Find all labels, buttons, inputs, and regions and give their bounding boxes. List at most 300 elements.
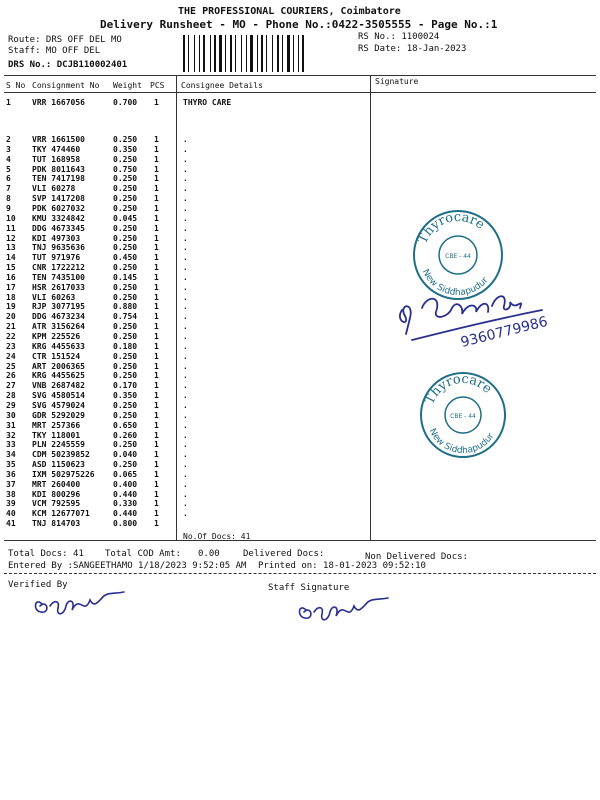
barcode-bar bbox=[230, 35, 232, 72]
row-weight: 0.350 bbox=[113, 144, 138, 154]
row-pcs: 1 bbox=[154, 460, 159, 470]
row-pcs: 1 bbox=[154, 420, 159, 430]
row-consignee: . bbox=[183, 282, 188, 292]
barcode-bar bbox=[235, 35, 236, 72]
row-consignment: TNJ 9635636 bbox=[32, 243, 85, 253]
row-pcs: 1 bbox=[154, 479, 159, 489]
row-sno: 35 bbox=[6, 460, 16, 470]
row-consignment: CNR 1722212 bbox=[32, 263, 85, 273]
row-consignee: . bbox=[183, 410, 188, 420]
row-weight: 0.250 bbox=[113, 154, 138, 164]
table-row bbox=[0, 224, 600, 233]
row-sno: 20 bbox=[6, 312, 16, 322]
barcode-bar bbox=[277, 35, 279, 72]
table-row bbox=[0, 450, 600, 459]
row-sno: 1 bbox=[6, 98, 11, 107]
row-consignment: CTR 151524 bbox=[32, 351, 81, 361]
row-pcs: 1 bbox=[154, 440, 159, 450]
row-pcs: 1 bbox=[154, 519, 159, 529]
barcode-bar bbox=[199, 35, 200, 72]
rs-date: RS Date: 18-Jan-2023 bbox=[358, 44, 467, 54]
row-consignee: . bbox=[183, 450, 188, 460]
row-weight: 0.145 bbox=[113, 272, 138, 282]
row-sno: 36 bbox=[6, 469, 16, 479]
row-weight: 0.250 bbox=[113, 203, 138, 213]
table-row bbox=[0, 431, 600, 440]
table-row bbox=[0, 253, 600, 262]
row-sno: 7 bbox=[6, 184, 11, 194]
row-sno: 8 bbox=[6, 194, 11, 204]
barcode-bar bbox=[183, 35, 185, 72]
row-consignment: TNJ 814703 bbox=[32, 519, 81, 529]
stamp-location: New Siddhapudur bbox=[419, 267, 491, 299]
row-consignee: . bbox=[183, 243, 188, 253]
barcode-bar bbox=[272, 35, 273, 72]
row-sno: 29 bbox=[6, 400, 16, 410]
table-row bbox=[0, 391, 600, 400]
table-row bbox=[0, 263, 600, 272]
barcode-bar bbox=[266, 35, 267, 72]
row-pcs: 1 bbox=[154, 312, 159, 322]
drs-number: DRS No.: DCJB110002401 bbox=[8, 60, 128, 70]
table-row bbox=[0, 98, 600, 107]
table-row bbox=[0, 421, 600, 430]
row-consignment: HSR 2617033 bbox=[32, 282, 85, 292]
row-consignment: TKY 474460 bbox=[32, 144, 81, 154]
row-weight: 0.250 bbox=[113, 400, 138, 410]
row-weight: 0.250 bbox=[113, 332, 138, 341]
row-consignee: . bbox=[183, 391, 188, 401]
row-consignment: KRG 4455625 bbox=[32, 371, 85, 381]
verifier-signature bbox=[28, 586, 138, 626]
row-consignee: . bbox=[183, 164, 188, 174]
row-consignment: VCM 792595 bbox=[32, 499, 81, 509]
row-weight: 0.250 bbox=[113, 282, 138, 292]
row-pcs: 1 bbox=[154, 174, 159, 184]
table-header-rule bbox=[4, 92, 596, 93]
header-consignee-details: Consignee Details bbox=[181, 81, 263, 90]
row-consignee: . bbox=[183, 263, 188, 273]
table-bottom-rule bbox=[4, 540, 596, 541]
table-row bbox=[0, 371, 600, 380]
row-pcs: 1 bbox=[154, 194, 159, 204]
row-consignment: RJP 3077195 bbox=[32, 302, 85, 312]
row-pcs: 1 bbox=[154, 263, 159, 273]
row-weight: 0.250 bbox=[113, 322, 138, 332]
row-weight: 0.065 bbox=[113, 469, 138, 479]
row-consignment: GDR 5292029 bbox=[32, 410, 85, 420]
row-consignment: TEN 7417198 bbox=[32, 174, 85, 184]
barcode-bar bbox=[287, 35, 290, 72]
row-pcs: 1 bbox=[154, 400, 159, 410]
row-pcs: 1 bbox=[154, 282, 159, 292]
row-consignment: SVP 1417208 bbox=[32, 194, 85, 204]
total-docs: Total Docs: 41 bbox=[8, 549, 84, 559]
header-signature: Signature bbox=[375, 77, 419, 86]
table-row bbox=[0, 273, 600, 282]
no-of-docs: No.Of Docs: 41 bbox=[183, 532, 251, 541]
row-weight: 0.700 bbox=[113, 98, 138, 107]
row-sno: 5 bbox=[6, 164, 11, 174]
row-consignee: . bbox=[183, 469, 188, 479]
row-consignee: . bbox=[183, 479, 188, 489]
row-sno: 18 bbox=[6, 292, 16, 302]
row-weight: 0.250 bbox=[113, 233, 138, 243]
row-weight: 0.250 bbox=[113, 371, 138, 381]
row-pcs: 1 bbox=[154, 164, 159, 174]
row-consignee: . bbox=[183, 430, 188, 440]
row-sno: 28 bbox=[6, 391, 16, 401]
header-consignment-no: Consignment No bbox=[32, 81, 100, 90]
row-pcs: 1 bbox=[154, 213, 159, 223]
row-sno: 22 bbox=[6, 332, 16, 341]
row-consignee: . bbox=[183, 351, 188, 361]
row-weight: 0.180 bbox=[113, 341, 138, 351]
row-consignee: . bbox=[183, 184, 188, 194]
thyrocare-stamp-lower bbox=[418, 370, 508, 460]
row-pcs: 1 bbox=[154, 430, 159, 440]
table-row bbox=[0, 165, 600, 174]
row-consignment: KDI 800296 bbox=[32, 489, 81, 499]
row-weight: 0.260 bbox=[113, 430, 138, 440]
row-consignment: KRG 4455633 bbox=[32, 341, 85, 351]
row-weight: 0.754 bbox=[113, 312, 138, 322]
row-sno: 26 bbox=[6, 371, 16, 381]
row-weight: 0.250 bbox=[113, 292, 138, 302]
row-sno: 38 bbox=[6, 489, 16, 499]
row-consignee: . bbox=[183, 253, 188, 263]
row-weight: 0.040 bbox=[113, 450, 138, 460]
barcode-bar bbox=[302, 35, 304, 72]
row-weight: 0.250 bbox=[113, 410, 138, 420]
row-sno: 19 bbox=[6, 302, 16, 312]
barcode-bar bbox=[298, 35, 299, 72]
row-sno: 17 bbox=[6, 282, 16, 292]
table-row bbox=[0, 381, 600, 390]
row-consignee: . bbox=[183, 272, 188, 282]
row-pcs: 1 bbox=[154, 381, 159, 391]
row-consignment: PDK 6027032 bbox=[32, 203, 85, 213]
row-pcs: 1 bbox=[154, 499, 159, 509]
svg-text:Thyrocare bbox=[415, 210, 487, 246]
barcode-bar bbox=[225, 35, 226, 72]
row-consignment: TKY 118001 bbox=[32, 430, 81, 440]
row-consignee: . bbox=[183, 312, 188, 322]
row-pcs: 1 bbox=[154, 361, 159, 371]
row-consignee: . bbox=[183, 489, 188, 499]
row-weight: 0.350 bbox=[113, 391, 138, 401]
row-pcs: 1 bbox=[154, 272, 159, 282]
delivered-docs: Delivered Docs: bbox=[243, 549, 325, 559]
row-weight: 0.250 bbox=[113, 243, 138, 253]
row-sno: 32 bbox=[6, 430, 16, 440]
row-consignment: PLN 2245559 bbox=[32, 440, 85, 450]
table-row bbox=[0, 234, 600, 243]
barcode-bar bbox=[210, 35, 211, 72]
printed-on: Printed on: 18-01-2023 09:52:10 bbox=[258, 561, 426, 571]
barcode-bar bbox=[257, 35, 258, 72]
row-sno: 27 bbox=[6, 381, 16, 391]
row-weight: 0.250 bbox=[113, 460, 138, 470]
row-consignment: KCM 12677071 bbox=[32, 509, 90, 519]
row-pcs: 1 bbox=[154, 243, 159, 253]
row-consignee: . bbox=[183, 460, 188, 470]
row-pcs: 1 bbox=[154, 233, 159, 243]
row-sno: 3 bbox=[6, 144, 11, 154]
row-consignment: VRR 1661500 bbox=[32, 135, 85, 144]
runsheet-title: Delivery Runsheet - MO - Phone No.:0422-3505555 - Page No.:1 bbox=[100, 18, 498, 31]
row-consignment: ATR 3156264 bbox=[32, 322, 85, 332]
row-consignment: TUT 168958 bbox=[32, 154, 81, 164]
row-consignee: . bbox=[183, 203, 188, 213]
row-consignee: . bbox=[183, 440, 188, 450]
row-pcs: 1 bbox=[154, 450, 159, 460]
table-row bbox=[0, 460, 600, 469]
stamp-brand: Thyrocare bbox=[415, 209, 488, 247]
row-pcs: 1 bbox=[154, 292, 159, 302]
row-weight: 0.045 bbox=[113, 213, 138, 223]
header-sno: S No bbox=[6, 81, 26, 90]
table-row bbox=[0, 145, 600, 154]
stamp-location: New Siddhapudur bbox=[426, 427, 497, 457]
row-weight: 0.250 bbox=[113, 194, 138, 204]
table-row bbox=[0, 155, 600, 164]
company-name: THE PROFESSIONAL COURIERS, Coimbatore bbox=[178, 6, 401, 17]
row-consignment: SVG 4579024 bbox=[32, 400, 85, 410]
row-pcs: 1 bbox=[154, 223, 159, 233]
row-weight: 0.250 bbox=[113, 135, 138, 144]
row-sno: 40 bbox=[6, 509, 16, 519]
row-consignee: . bbox=[183, 194, 188, 204]
row-consignee: . bbox=[183, 371, 188, 381]
table-row bbox=[0, 204, 600, 213]
row-consignee: . bbox=[183, 292, 188, 302]
row-consignment: VRR 1667056 bbox=[32, 98, 85, 107]
row-consignee: . bbox=[183, 322, 188, 332]
row-pcs: 1 bbox=[154, 154, 159, 164]
row-weight: 0.170 bbox=[113, 381, 138, 391]
row-weight: 0.250 bbox=[113, 361, 138, 371]
table-row bbox=[0, 174, 600, 183]
row-pcs: 1 bbox=[154, 144, 159, 154]
row-consignment: KPM 225526 bbox=[32, 332, 81, 341]
row-consignee: . bbox=[183, 154, 188, 164]
row-sno: 37 bbox=[6, 479, 16, 489]
non-delivered-docs: Non Delivered Docs: bbox=[365, 552, 468, 562]
staff-signature-label: Staff Signature bbox=[268, 583, 350, 593]
barcode-bar bbox=[219, 35, 222, 72]
row-weight: 0.250 bbox=[113, 351, 138, 361]
table-row bbox=[0, 470, 600, 479]
table-top-rule bbox=[4, 75, 596, 76]
table-row bbox=[0, 194, 600, 203]
row-weight: 0.250 bbox=[113, 263, 138, 273]
row-pcs: 1 bbox=[154, 371, 159, 381]
row-consignment: KDI 497303 bbox=[32, 233, 81, 243]
row-pcs: 1 bbox=[154, 184, 159, 194]
header-pcs: PCS bbox=[150, 81, 165, 90]
footer-dashed-rule bbox=[4, 573, 596, 574]
row-weight: 0.800 bbox=[113, 519, 138, 529]
row-weight: 0.440 bbox=[113, 489, 138, 499]
row-sno: 23 bbox=[6, 341, 16, 351]
row-sno: 25 bbox=[6, 361, 16, 371]
row-sno: 24 bbox=[6, 351, 16, 361]
row-consignee: . bbox=[183, 233, 188, 243]
verified-by-label: Verified By bbox=[8, 580, 68, 590]
row-weight: 0.250 bbox=[113, 440, 138, 450]
row-weight: 0.650 bbox=[113, 420, 138, 430]
row-sno: 39 bbox=[6, 499, 16, 509]
table-row bbox=[0, 509, 600, 518]
row-consignment: SVG 4580514 bbox=[32, 391, 85, 401]
row-consignee: . bbox=[183, 499, 188, 509]
row-consignment: DDG 4673345 bbox=[32, 223, 85, 233]
staff-signature bbox=[292, 592, 402, 632]
table-row bbox=[0, 401, 600, 410]
barcode-bar bbox=[246, 35, 247, 72]
row-consignment: PDK 8011643 bbox=[32, 164, 85, 174]
total-cod-label: Total COD Amt: bbox=[105, 549, 181, 559]
row-consignment: MRT 260400 bbox=[32, 479, 81, 489]
table-row bbox=[0, 480, 600, 489]
table-row bbox=[0, 362, 600, 371]
row-weight: 0.330 bbox=[113, 499, 138, 509]
staff-label: Staff: MO OFF DEL bbox=[8, 46, 101, 56]
stamp-branch-code: CBE - 44 bbox=[450, 413, 476, 420]
svg-text:Thyrocare bbox=[422, 372, 494, 407]
row-weight: 0.250 bbox=[113, 184, 138, 194]
row-consignee: . bbox=[183, 420, 188, 430]
row-pcs: 1 bbox=[154, 351, 159, 361]
table-row bbox=[0, 243, 600, 252]
table-row bbox=[0, 490, 600, 499]
row-pcs: 1 bbox=[154, 332, 159, 341]
row-sno: 16 bbox=[6, 272, 16, 282]
barcode bbox=[183, 35, 350, 72]
row-sno: 4 bbox=[6, 154, 11, 164]
row-sno: 13 bbox=[6, 243, 16, 253]
table-row bbox=[0, 135, 600, 144]
row-weight: 0.750 bbox=[113, 164, 138, 174]
barcode-bar bbox=[293, 35, 294, 72]
row-pcs: 1 bbox=[154, 391, 159, 401]
row-weight: 0.450 bbox=[113, 253, 138, 263]
row-consignment: IXM 502975226 bbox=[32, 469, 95, 479]
row-consignee: . bbox=[183, 361, 188, 371]
row-consignment: CDM 50239852 bbox=[32, 450, 90, 460]
row-pcs: 1 bbox=[154, 509, 159, 519]
barcode-bar bbox=[194, 35, 195, 72]
row-weight: 0.880 bbox=[113, 302, 138, 312]
row-sno: 14 bbox=[6, 253, 16, 263]
row-consignment: VLI 60278 bbox=[32, 184, 76, 194]
barcode-bar bbox=[188, 35, 189, 72]
row-consignment: ART 2006365 bbox=[32, 361, 85, 371]
row-sno: 6 bbox=[6, 174, 11, 184]
row-sno: 34 bbox=[6, 450, 16, 460]
barcode-bar bbox=[261, 35, 263, 72]
row-consignee: . bbox=[183, 174, 188, 184]
row-pcs: 1 bbox=[154, 302, 159, 312]
stamp-brand: Thyrocare bbox=[422, 371, 495, 407]
row-consignee: . bbox=[183, 144, 188, 154]
table-row bbox=[0, 411, 600, 420]
row-sno: 12 bbox=[6, 233, 16, 243]
row-sno: 10 bbox=[6, 213, 16, 223]
barcode-bar bbox=[241, 35, 242, 72]
receiver-signature bbox=[392, 282, 577, 362]
row-consignment: TUT 971976 bbox=[32, 253, 81, 263]
row-consignment: KMU 3324842 bbox=[32, 213, 85, 223]
table-row bbox=[0, 499, 600, 508]
barcode-bar bbox=[214, 35, 216, 72]
row-pcs: 1 bbox=[154, 98, 159, 107]
row-consignee: . bbox=[183, 400, 188, 410]
row-sno: 33 bbox=[6, 440, 16, 450]
row-pcs: 1 bbox=[154, 341, 159, 351]
row-consignee: . bbox=[183, 135, 188, 144]
row-sno: 31 bbox=[6, 420, 16, 430]
total-cod-value: 0.00 bbox=[198, 549, 220, 559]
row-consignee: . bbox=[183, 341, 188, 351]
row-consignment: VNB 2687482 bbox=[32, 381, 85, 391]
row-sno: 30 bbox=[6, 410, 16, 420]
row-consignee: . bbox=[183, 509, 188, 519]
row-pcs: 1 bbox=[154, 203, 159, 213]
table-row bbox=[0, 440, 600, 449]
row-weight: 0.440 bbox=[113, 509, 138, 519]
row-consignment: TEN 7435100 bbox=[32, 272, 85, 282]
stamp-branch-code: CBE - 44 bbox=[445, 253, 471, 260]
route-label: Route: DRS OFF DEL MO bbox=[8, 35, 122, 45]
barcode-bar bbox=[250, 35, 253, 72]
row-sno: 21 bbox=[6, 322, 16, 332]
entered-by: Entered By :SANGEETHAMO 1/18/2023 9:52:05 AM bbox=[8, 561, 247, 571]
row-consignee: . bbox=[183, 332, 188, 341]
row-consignee: . bbox=[183, 302, 188, 312]
header-weight: Weight bbox=[113, 81, 142, 90]
row-consignment: DDG 4673234 bbox=[32, 312, 85, 322]
row-pcs: 1 bbox=[154, 322, 159, 332]
row-sno: 41 bbox=[6, 519, 16, 529]
row-pcs: 1 bbox=[154, 135, 159, 144]
barcode-bar bbox=[203, 35, 205, 72]
row-sno: 9 bbox=[6, 203, 11, 213]
row-consignee: . bbox=[183, 213, 188, 223]
handwritten-phone: 9360779986 bbox=[459, 313, 550, 351]
row-consignment: VLI 60263 bbox=[32, 292, 76, 302]
row-pcs: 1 bbox=[154, 253, 159, 263]
row-sno: 11 bbox=[6, 223, 16, 233]
row-consignment: MRT 257366 bbox=[32, 420, 81, 430]
row-weight: 0.250 bbox=[113, 174, 138, 184]
row-sno: 15 bbox=[6, 263, 16, 273]
row-consignment: ASD 1150623 bbox=[32, 460, 85, 470]
row-pcs: 1 bbox=[154, 489, 159, 499]
barcode-bar bbox=[282, 35, 283, 72]
row-sno: 2 bbox=[6, 135, 11, 144]
row-consignee: THYRO CARE bbox=[183, 98, 232, 107]
row-weight: 0.250 bbox=[113, 223, 138, 233]
table-row bbox=[0, 214, 600, 223]
svg-text:New Siddhapudur bbox=[427, 427, 497, 456]
row-consignee: . bbox=[183, 223, 188, 233]
row-pcs: 1 bbox=[154, 410, 159, 420]
row-weight: 0.400 bbox=[113, 479, 138, 489]
rs-number: RS No.: 1100024 bbox=[358, 32, 440, 42]
row-pcs: 1 bbox=[154, 469, 159, 479]
